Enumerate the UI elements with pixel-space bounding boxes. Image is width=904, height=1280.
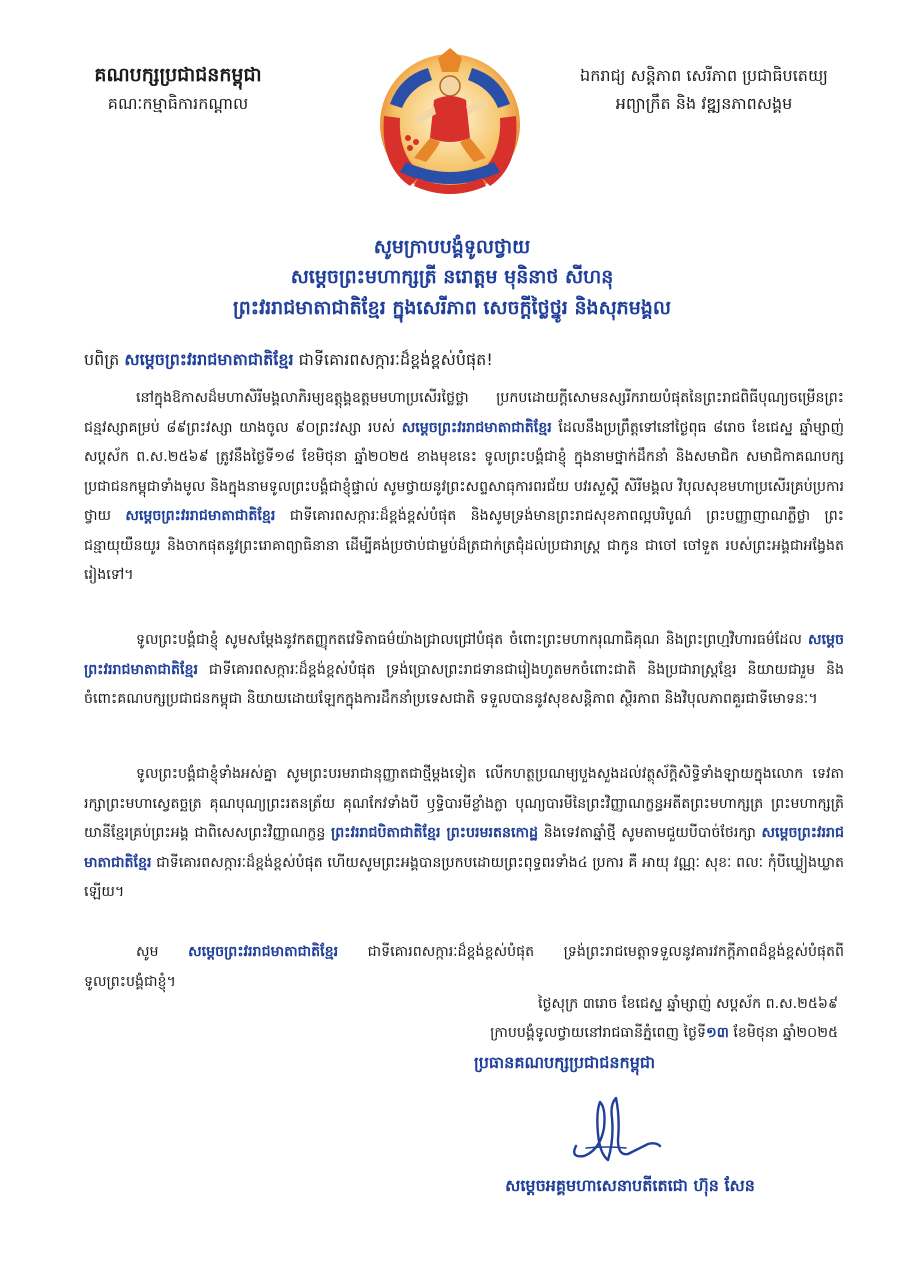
p1-bold-d: សម្តេចព្រះវររាជមាតាជាតិខ្មែរ <box>125 508 276 524</box>
party-header <box>58 60 298 118</box>
letter-title <box>90 232 814 324</box>
title-line-1: សូមក្រាបបង្គំទូលថ្វាយ <box>373 236 531 258</box>
p3-text-c: និងទេវតាឆ្នាំថ្មី សូមតាមជួយបីបាច់ថែរក្សា <box>538 825 762 841</box>
paragraph-2 <box>84 626 844 715</box>
signer-name: សម្តេចអគ្គមហាសេនាបតីតេជោ ហ៊ុន សែន <box>505 1176 755 1195</box>
p2-text-c: ជាទីគោរពសក្ការៈដ៏ខ្ពង់ខ្ពស់បំផុត ទ្រង់ប្រោសព្រះរាជទានជារៀងហូតមកចំពោះជាតិ និងប្រជារាស្ត្រខ្មែរ និយាយជារួម និងចំពោះគណបក្សប្រជាជនកម្ពុជា និយាយដោយឡែកក្នុងការដឹកនាំប្រទេសជាតិ ទទួលបាននូវសុខសន្តិភាព ស្ថិរភាព និងវិបុលភាពគួរជាទីមោទនៈ។ <box>84 661 844 707</box>
motto-line-2: អព្យាក្រឹត និង វឌ្ឍនភាពសង្គម <box>615 94 793 113</box>
national-motto <box>544 62 864 118</box>
motto-line-1: ឯករាជ្យ សន្តិភាព សេរីភាព ប្រជាធិបតេយ្យ <box>580 66 828 85</box>
signature <box>556 1088 676 1168</box>
title-line-2: សម្តេចព្រះមហាក្សត្រី នរោត្តម មុនិនាថ សីហនុ <box>290 266 614 288</box>
p3-bold-d: សម្តេចព្រះវររាជមាតាជាតិខ្មែរ <box>84 825 844 871</box>
party-name: គណបក្សប្រជាជនកម្ពុជា <box>94 64 262 86</box>
place-prefix: ក្រាបបង្គំទូលថ្វាយនៅរាជធានីភ្នំពេញ ថ្ងៃទី <box>490 1025 706 1041</box>
salutation <box>84 346 844 374</box>
p1-text-a: នៅក្នុងឱកាសដ៏មហាសិរីមង្គលាភិរម្យឧត្តុង្គឧត្តមមហាប្រសើរថ្លៃថ្លា ប្រកបដោយក្តីសោមនស្សរីករាយបំផុតនៃព្រះរាជពិធីបុណ្យចម្រើនព្រះជន្មវស្សាគម្រប់ ៨៩ព្រះវស្សា យាងចូល ៩០ព្រះវស្សា របស់ <box>84 390 844 436</box>
party-logo <box>370 46 530 206</box>
p1-text-c: ដែលនឹងប្រព្រឹត្តទៅនៅថ្ងៃពុធ ៨រោច ខែជេស្ឋ ឆ្នាំម្សាញ់ សប្តស័ក ព.ស.២៥៦៩ ត្រូវនឹងថ្ងៃទី១៨ ខែមិថុនា ឆ្នាំ២០២៥ ខាងមុខនេះ ទូលព្រះបង្គំជាខ្ញុំ ក្នុងនាមថ្នាក់ដឹកនាំ និងសមាជិក សមាជិកាគណបក្សប្រជាជនកម្ពុជាទាំងមូល និងក្នុងនាមទូលព្រះបង្គំជាខ្ញុំផ្ទាល់ សូមថ្វាយនូវព្រះសព្ទសាធុការពរជ័យ បវរសួស្តី សិរីមង្គល វិបុលសុខមហាប្រសើរគ្រប់ប្រការថ្វាយ <box>84 419 845 524</box>
p1-bold-b: សម្តេចព្រះវររាជមាតាជាតិខ្មែរ <box>401 419 552 436</box>
p1-text-e: ជាទីគោរពសក្ការៈដ៏ខ្ពង់ខ្ពស់បំផុត និងសូមទ្រង់មានព្រះរាជសុខភាពល្អបរិបូណ៌ ព្រះបញ្ញាញាណភ្លឺថ្លា ព្រះជន្មាយុយឺនយូរ និងចាកផុតនូវព្រះរោគាព្យាធិនានា ដើម្បីគង់ប្រថាប់ជាម្លប់ដ៏ត្រជាក់ត្រជុំដល់ប្រជារាស្ត្រ ជាកូន ជាចៅ ចៅទួត របស់ព្រះអង្គជាអង្វែងតរៀងទៅ។ <box>84 508 844 583</box>
p3-text-e: ជាទីគោរពសក្ការៈដ៏ខ្ពង់ខ្ពស់បំផុត ហើយសូមព្រះអង្គបានប្រកបដោយព្រះពុទ្ធពរទាំង៤ ប្រការ គឺ អាយុ វណ្ណៈ សុខៈ ពលៈ កុំបីឃ្លៀងឃ្លាតឡើយ។ <box>84 854 844 900</box>
signer-position: ប្រធានគណបក្សប្រជាជនកម្ពុជា <box>474 1053 656 1072</box>
place-suffix: ខែមិថុនា ឆ្នាំ២០២៥ <box>728 1025 838 1041</box>
p3-text-a: ទូលព្រះបង្គំជាខ្ញុំទាំងអស់គ្នា សូមព្រះបរមរាជានុញ្ញាតជាថ្មីម្តងទៀត លើកហត្ថប្រណម្យបួងសួងដល់វត្ថុស័ក្តិសិទ្ធិទាំងឡាយក្នុងលោក ទេវតារក្សាព្រះមហាស្វេតច្ឆត្រ គុណបុណ្យព្រះរតនត្រ័យ គុណកែវទាំងបី ឫទ្ធិបារមីខ្លាំងក្លា បុណ្យបារមីនៃព្រះវិញ្ញាណក្ខន្ធអតីតព្រះមហាក្សត្រ ព្រះមហាក្សត្រិយានីខ្មែរគ្រប់ព្រះអង្គ ជាពិសេសព្រះវិញ្ញាណក្ខន្ធ <box>84 766 844 841</box>
title-line-3: ព្រះវររាជមាតាជាតិខ្មែរ ក្នុងសេរីភាព សេចក្តីថ្លៃថ្នូរ និងសុភមង្គល <box>233 297 671 319</box>
p4-text-c: ជាទីគោរពសក្ការៈដ៏ខ្ពង់ខ្ពស់បំផុត ទ្រង់ព្រះរាជមេត្តាទទួលនូវគារវកក្តីភាពដ៏ខ្ពង់ខ្ពស់បំផុតពីទូលព្រះបង្គំជាខ្ញុំ។ <box>84 944 844 990</box>
paragraph-4 <box>84 938 844 997</box>
day-number: ១៣ <box>706 1025 729 1041</box>
lunar-date: ថ្ងៃសុក្រ ៣រោច ខែជេស្ឋ ឆ្នាំម្សាញ់ សប្តស័ក ព.ស.២៥៦៩ <box>538 996 838 1012</box>
salutation-suffix: ជាទីគោរពសក្ការៈដ៏ខ្ពង់ខ្ពស់បំផុត! <box>293 350 493 369</box>
p2-text-a: ទូលព្រះបង្គំជាខ្ញុំ សូមសម្តែងនូវកតញ្ញុកតវេទិតាធម៌យ៉ាងជ្រាលជ្រៅបំផុត ចំពោះព្រះមហាករុណាធិគុណ និងព្រះព្រហ្មវិហារធម៌ដែល <box>136 632 808 648</box>
p4-text-a: សូម <box>136 944 189 960</box>
salutation-bold: សម្តេចព្រះវររាជមាតាជាតិខ្មែរ <box>124 350 294 369</box>
p4-bold-b: សម្តេចព្រះវររាជមាតាជាតិខ្មែរ <box>188 944 339 960</box>
closing-block <box>420 990 860 1077</box>
salutation-prefix: បពិត្រ <box>84 350 125 369</box>
place-date <box>420 1019 860 1048</box>
paragraph-3 <box>84 760 844 908</box>
p3-bold-b: ព្រះវររាជបិតាជាតិខ្មែរ ព្រះបរមរតនកោដ្ឋ <box>331 825 539 841</box>
p2-bold-b: សម្តេចព្រះវររាជមាតាជាតិខ្មែរ <box>84 632 844 678</box>
paragraph-1 <box>84 384 844 591</box>
committee-name: គណៈកម្មាធិការកណ្ដាល <box>107 94 249 113</box>
